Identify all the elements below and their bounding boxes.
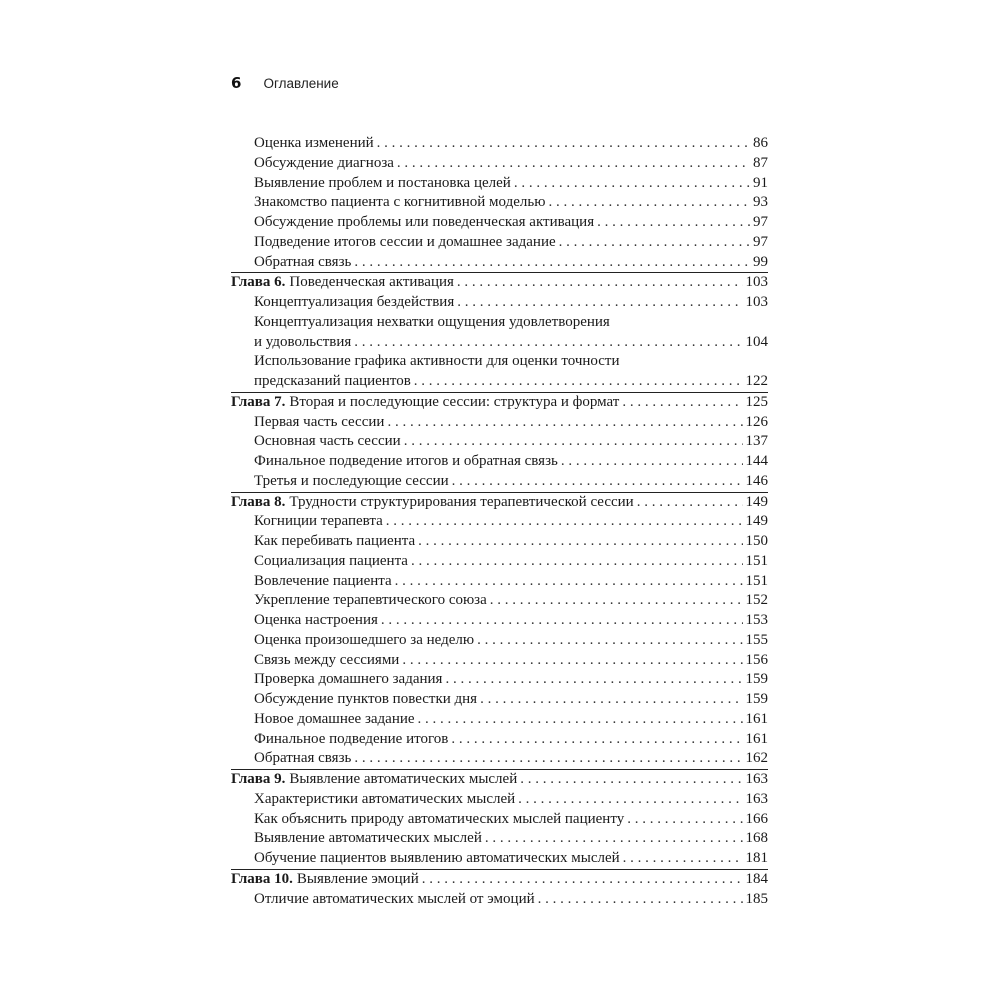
dot-leader <box>414 372 743 392</box>
toc-entry <box>231 213 768 233</box>
toc-chapter-6 <box>231 273 768 392</box>
toc-entry-page: 149 <box>745 513 768 530</box>
toc-entry-title: Связь между сессиями <box>254 651 400 668</box>
toc-chapter-heading <box>231 493 768 513</box>
dot-leader <box>457 293 742 313</box>
toc-entry-page: 162 <box>745 750 768 767</box>
dot-leader <box>538 890 743 910</box>
running-head <box>231 74 339 94</box>
dot-leader <box>457 273 743 293</box>
toc-entry-page: 93 <box>753 194 768 211</box>
toc-entry-title: Оценка изменений <box>254 135 374 151</box>
toc-chapter-heading <box>231 770 768 790</box>
dot-leader <box>514 174 750 194</box>
toc-entry <box>231 233 768 253</box>
toc-entry-title: Обсуждение проблемы или поведенческая активация <box>254 214 595 230</box>
toc-entry <box>231 293 768 313</box>
toc-entry-page: 185 <box>745 890 768 907</box>
toc-chapter-8 <box>231 493 768 770</box>
toc-entry-title: Оценка настроения <box>254 612 378 628</box>
toc-entry-page: 155 <box>745 631 768 648</box>
toc-entry-title: Первая часть сессии <box>254 413 385 430</box>
toc-entry-title: Концептуализация бездействия <box>254 294 455 310</box>
toc-entry <box>231 413 768 433</box>
toc-entry-page: 122 <box>745 373 768 389</box>
toc-entry-title: Третья и последующие сессии <box>254 472 449 489</box>
toc-entry-title: Обсуждение диагноза <box>254 154 394 171</box>
dot-leader <box>490 591 743 611</box>
chapter-label: Глава 8. <box>231 493 286 510</box>
toc-entry <box>231 512 768 532</box>
toc-entry-title: и удовольствия <box>254 333 352 350</box>
toc-entry-line1 <box>231 352 768 372</box>
toc-entry-page: 159 <box>745 691 768 707</box>
toc-entry-page: 152 <box>745 592 768 609</box>
chapter-page: 163 <box>745 771 768 787</box>
chapter-label: Глава 10. <box>231 870 293 887</box>
toc-entry-page: 168 <box>745 830 768 847</box>
toc-entry-page: 146 <box>745 472 768 489</box>
toc-entry <box>231 591 768 611</box>
dot-leader <box>395 572 743 592</box>
toc-entry-title: Обучение пациентов выявлению автоматических мыслей <box>254 850 620 866</box>
toc-entry-line1 <box>231 313 768 333</box>
toc-entry-title: Подведение итогов сессии и домашнее задание <box>254 233 556 250</box>
toc-entry <box>231 572 768 592</box>
toc-entry-title: Концептуализация нехватки ощущения удовлетворения <box>254 313 610 330</box>
toc-entry-line2 <box>231 333 768 353</box>
toc-entry-title: Социализация пациента <box>254 552 408 569</box>
dot-leader <box>402 651 742 671</box>
toc-entry-line2 <box>231 372 768 392</box>
toc-entry <box>231 432 768 452</box>
dot-leader <box>445 670 742 690</box>
toc-entry <box>231 810 768 830</box>
toc-entry-title: Знакомство пациента с когнитивной моделью <box>254 194 546 211</box>
dot-leader <box>622 393 742 413</box>
toc-entry-title: Финальное подведение итогов и обратная связь <box>254 453 558 469</box>
chapter-page: 103 <box>745 274 768 291</box>
toc-entry-page: 137 <box>745 433 768 450</box>
dot-leader <box>559 233 750 253</box>
toc-chapter-9 <box>231 770 768 869</box>
dot-leader <box>480 690 742 710</box>
page-number: 6 <box>231 74 242 92</box>
toc-entry <box>231 890 768 910</box>
dot-leader <box>627 810 742 830</box>
dot-leader <box>397 154 750 174</box>
chapter-title: Вторая и последующие сессии: структура и формат <box>289 393 620 410</box>
toc-entry-page: 163 <box>745 790 768 807</box>
toc-entry <box>231 749 768 769</box>
toc-entry-page: 86 <box>753 135 768 151</box>
dot-leader <box>418 532 742 552</box>
dot-leader <box>354 333 742 353</box>
toc-entry <box>231 154 768 174</box>
toc-entry-page: 156 <box>745 651 768 668</box>
toc-entry-title: Обратная связь <box>254 253 352 270</box>
toc-entry <box>231 472 768 492</box>
toc-entry-title: Как перебивать пациента <box>254 533 416 549</box>
toc-chapter-heading <box>231 870 768 890</box>
toc-entry <box>231 552 768 572</box>
toc-entry-page: 151 <box>745 552 768 569</box>
dot-leader <box>354 253 750 273</box>
dot-leader <box>518 790 742 810</box>
section-title: Оглавление <box>263 76 339 91</box>
chapter-label: Глава 9. <box>231 771 286 787</box>
toc-entry-page: 103 <box>745 294 768 310</box>
dot-leader <box>354 749 742 769</box>
toc-entry-page: 181 <box>745 850 768 866</box>
toc-entry-title: Проверка домашнего задания <box>254 671 443 688</box>
toc-entry-title: Использование графика активности для оценки точности <box>254 353 620 370</box>
toc-entry-title: Выявление проблем и постановка целей <box>254 174 511 191</box>
toc-entry-title: Новое домашнее задание <box>254 710 415 727</box>
toc-continued-section <box>231 134 768 272</box>
dot-leader <box>637 493 743 513</box>
toc-entry-title: Основная часть сессии <box>254 433 401 450</box>
toc-entry <box>231 452 768 472</box>
dot-leader <box>377 134 750 154</box>
toc-entry-title: Выявление автоматических мыслей <box>254 830 482 847</box>
toc-chapter-heading <box>231 393 768 413</box>
dot-leader <box>381 611 743 631</box>
toc-entry-title: Как объяснить природу автоматических мыслей пациенту <box>254 810 625 827</box>
toc-entry-title: Оценка произошедшего за неделю <box>254 631 475 648</box>
dot-leader <box>548 193 750 213</box>
dot-leader <box>451 730 742 750</box>
table-of-contents <box>231 134 768 909</box>
toc-entry <box>231 532 768 552</box>
chapter-page: 149 <box>745 493 768 510</box>
chapter-title: Трудности структурирования терапевтической сессии <box>289 493 634 510</box>
toc-entry-title: Финальное подведение итогов <box>254 730 449 747</box>
dot-leader <box>422 870 743 890</box>
dot-leader <box>485 829 743 849</box>
toc-entry-page: 161 <box>745 730 768 747</box>
toc-chapter-7 <box>231 393 768 492</box>
toc-entry-title: предсказаний пациентов <box>254 373 411 389</box>
toc-entry-page: 153 <box>745 612 768 628</box>
toc-entry <box>231 670 768 690</box>
toc-entry-title: Когниции терапевта <box>254 513 383 530</box>
chapter-title: Выявление эмоций <box>296 870 419 887</box>
dot-leader <box>597 213 750 233</box>
toc-entry <box>231 174 768 194</box>
toc-entry <box>231 710 768 730</box>
toc-entry-page: 97 <box>753 233 768 250</box>
toc-entry-title: Обсуждение пунктов повестки дня <box>254 691 478 707</box>
toc-entry-page: 87 <box>753 154 768 171</box>
dot-leader <box>520 770 742 790</box>
chapter-page: 125 <box>745 393 768 410</box>
toc-entry <box>231 253 768 273</box>
toc-entry-title: Обратная связь <box>254 750 352 767</box>
dot-leader <box>404 432 743 452</box>
toc-entry-page: 144 <box>745 453 768 469</box>
chapter-title: Выявление автоматических мыслей <box>289 771 518 787</box>
toc-entry <box>231 849 768 869</box>
toc-entry-page: 104 <box>745 333 768 350</box>
toc-entry-page: 166 <box>745 810 768 827</box>
toc-entry-page: 91 <box>753 174 768 191</box>
dot-leader <box>411 552 743 572</box>
toc-entry-page: 159 <box>745 671 768 688</box>
toc-chapter-10 <box>231 870 768 910</box>
toc-entry <box>231 829 768 849</box>
dot-leader <box>477 631 742 651</box>
dot-leader <box>386 512 743 532</box>
dot-leader <box>623 849 743 869</box>
toc-entry-page: 99 <box>753 253 768 270</box>
dot-leader <box>452 472 743 492</box>
chapter-page: 184 <box>745 870 768 887</box>
toc-entry <box>231 651 768 671</box>
dot-leader <box>387 413 742 433</box>
chapter-title: Поведенческая активация <box>289 274 454 291</box>
toc-chapter-heading <box>231 273 768 293</box>
toc-entry <box>231 134 768 154</box>
toc-entry-title: Вовлечение пациента <box>254 572 392 589</box>
dot-leader <box>561 452 743 472</box>
toc-entry <box>231 730 768 750</box>
toc-entry <box>231 790 768 810</box>
chapter-label: Глава 6. <box>231 274 286 291</box>
toc-entry-title: Укрепление терапевтического союза <box>254 592 487 609</box>
toc-entry <box>231 690 768 710</box>
chapter-label: Глава 7. <box>231 393 286 410</box>
toc-entry-page: 161 <box>745 710 768 727</box>
toc-entry-title: Характеристики автоматических мыслей <box>254 790 516 807</box>
toc-entry <box>231 631 768 651</box>
toc-entry-page: 151 <box>745 572 768 589</box>
toc-entry <box>231 611 768 631</box>
toc-entry-page: 126 <box>745 413 768 430</box>
toc-entry-title: Отличие автоматических мыслей от эмоций <box>254 890 535 907</box>
toc-entry <box>231 193 768 213</box>
toc-entry-page: 97 <box>753 214 768 230</box>
dot-leader <box>418 710 743 730</box>
toc-entry-page: 150 <box>745 533 768 549</box>
